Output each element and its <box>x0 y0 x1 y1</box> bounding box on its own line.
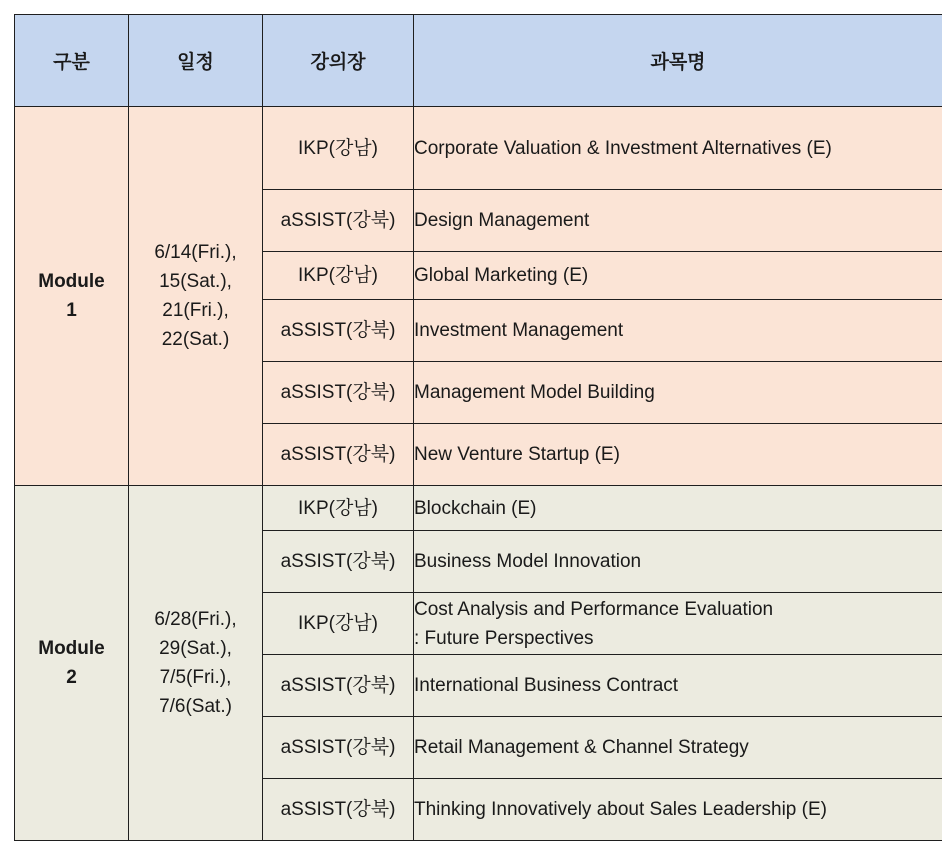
module-1-dates: 6/14(Fri.), 15(Sat.), 21(Fri.), 22(Sat.) <box>129 107 263 486</box>
header-division: 구분 <box>15 15 129 107</box>
venue-cell: aSSIST(강북) <box>263 190 414 252</box>
module-1-body <box>15 107 942 486</box>
header-venue: 강의장 <box>263 15 414 107</box>
course-cell: Business Model Innovation <box>414 531 942 593</box>
course-cell: Management Model Building <box>414 362 942 424</box>
course-cell: Blockchain (E) <box>414 486 942 531</box>
venue-cell: IKP(강남) <box>263 593 414 655</box>
course-cell: Thinking Innovatively about Sales Leadership (E) <box>414 779 942 841</box>
table-row <box>15 107 942 190</box>
venue-cell: IKP(강남) <box>263 107 414 190</box>
module-2-label: Module 2 <box>15 486 129 841</box>
venue-cell: aSSIST(강북) <box>263 424 414 486</box>
venue-cell: aSSIST(강북) <box>263 779 414 841</box>
course-cell: Global Marketing (E) <box>414 252 942 300</box>
module-1-label: Module 1 <box>15 107 129 486</box>
venue-cell: aSSIST(강북) <box>263 531 414 593</box>
course-cell: Investment Management <box>414 300 942 362</box>
module-2-body <box>15 486 942 841</box>
schedule-table <box>14 14 942 841</box>
course-cell: International Business Contract <box>414 655 942 717</box>
module-2-dates: 6/28(Fri.), 29(Sat.), 7/5(Fri.), 7/6(Sat.) <box>129 486 263 841</box>
table-row <box>15 486 942 531</box>
course-cell: New Venture Startup (E) <box>414 424 942 486</box>
venue-cell: aSSIST(강북) <box>263 717 414 779</box>
course-cell: Cost Analysis and Performance Evaluation : Future Perspectives <box>414 593 942 655</box>
venue-cell: IKP(강남) <box>263 252 414 300</box>
course-cell: Design Management <box>414 190 942 252</box>
course-cell: Corporate Valuation & Investment Alternatives (E) <box>414 107 942 190</box>
table-header <box>15 15 942 107</box>
venue-cell: aSSIST(강북) <box>263 300 414 362</box>
venue-cell: aSSIST(강북) <box>263 362 414 424</box>
header-course: 과목명 <box>414 15 942 107</box>
course-cell: Retail Management & Channel Strategy <box>414 717 942 779</box>
header-schedule: 일정 <box>129 15 263 107</box>
venue-cell: IKP(강남) <box>263 486 414 531</box>
venue-cell: aSSIST(강북) <box>263 655 414 717</box>
